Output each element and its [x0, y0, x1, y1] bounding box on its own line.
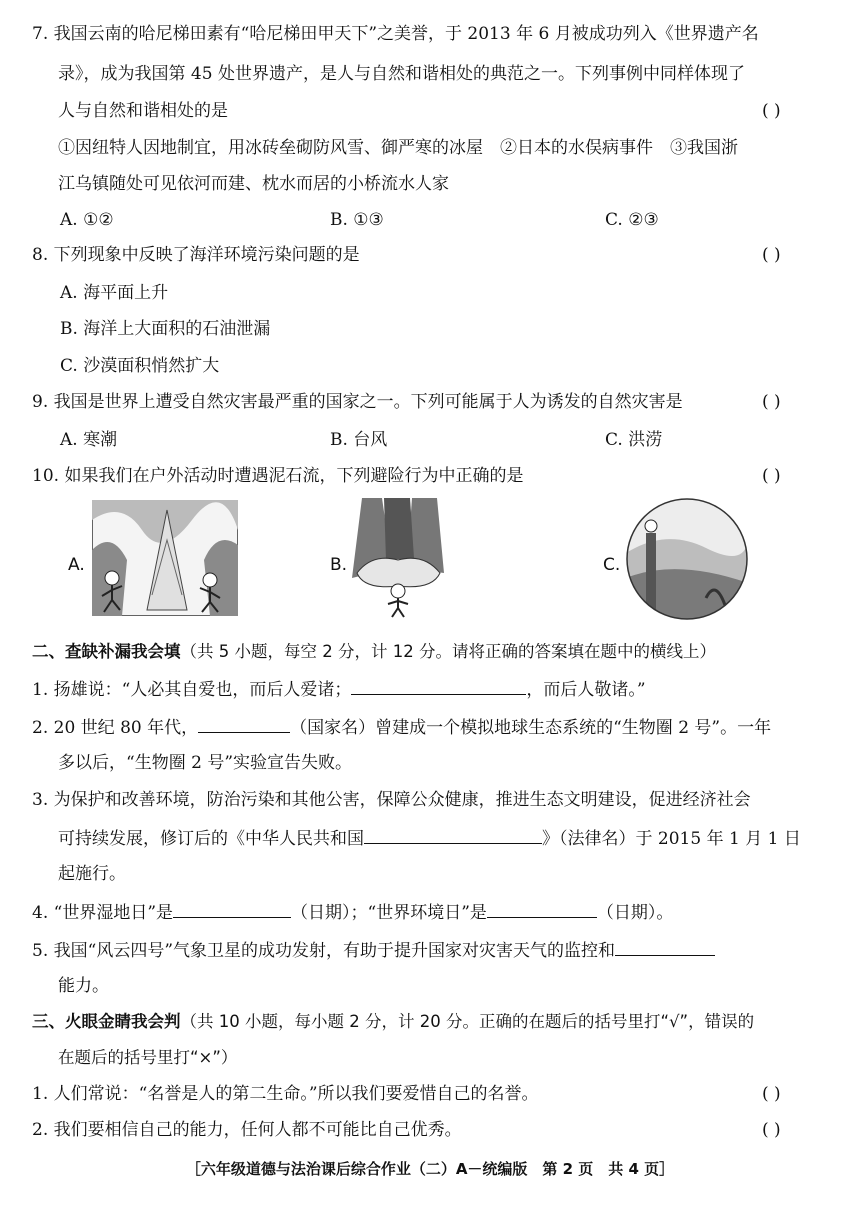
- section2-note: （共 5 小题，每空 2 分，计 12 分。请将正确的答案填在题中的横线上）: [180, 642, 716, 661]
- q10-answer-bracket[interactable]: ( ): [762, 466, 781, 486]
- q8-stem: 8. 下列现象中反映了海洋环境污染问题的是: [32, 245, 360, 265]
- q8-answer-bracket[interactable]: ( ): [762, 245, 781, 265]
- fill-q5-text: 5. 我国“风云四号”气象卫星的成功发射，有助于提升国家对灾害天气的监控和: [32, 941, 616, 961]
- fill-q4-text-2: （日期）；“世界环境日”是: [291, 903, 487, 923]
- fill-q2: [32, 714, 771, 740]
- q7-statements-line2: 江乌镇随处可见依河而建、枕水而居的小桥流水人家: [58, 174, 449, 194]
- q8-option-b: B. 海洋上大面积的石油泄漏: [60, 319, 271, 339]
- q10-option-b-label: B.: [330, 555, 348, 575]
- q9-option-c: C. 洪涝: [605, 430, 663, 450]
- q10-option-b-illustration[interactable]: [352, 498, 444, 618]
- q10-option-c-illustration[interactable]: [626, 498, 748, 620]
- q7-option-b: B. ①③: [330, 210, 384, 230]
- section3-heading: [32, 1010, 754, 1034]
- q10-option-a-label: A.: [68, 555, 85, 575]
- q7-statements-line1: ①因纽特人因地制宜，用冰砖垒砌防风雪、御严寒的冰屋 ②日本的水俣病事件 ③我国浙: [58, 138, 738, 158]
- q10-stem: 10. 如果我们在户外活动时遭遇泥石流，下列避险行为中正确的是: [32, 466, 524, 486]
- q10-option-c-label: C.: [603, 555, 621, 575]
- section3-note-line1: （共 10 小题，每小题 2 分，计 20 分。正确的在题后的括号里打“√”，错误的: [180, 1012, 755, 1031]
- fill-q2-text-before: 2. 20 世纪 80 年代，: [32, 718, 199, 738]
- fill-q3-blank[interactable]: [364, 825, 542, 844]
- section3-title: 三、火眼金睛我会判: [32, 1012, 181, 1031]
- q9-option-b: B. 台风: [330, 430, 388, 450]
- fill-q2-line2: 多以后，“生物圈 2 号”实验宣告失败。: [58, 753, 353, 773]
- judge-q2: 2. 我们要相信自己的能力，任何人都不可能比自己优秀。: [32, 1120, 462, 1140]
- section2-heading: [32, 640, 716, 664]
- fill-q3-line1: 3. 为保护和改善环境，防治污染和其他公害，保障公众健康，推进生态文明建设，促进经济社会: [32, 790, 751, 810]
- fill-q1-text-before: 1. 扬雄说：“人必其自爱也，而后人爱诸；: [32, 680, 352, 700]
- fill-q5: [32, 937, 715, 963]
- fill-q2-text-after: （国家名）曾建成一个模拟地球生态系统的“生物圈 2 号”。一年: [290, 718, 772, 738]
- fill-q4: [32, 899, 673, 925]
- q7-stem-line3: 人与自然和谐相处的是: [58, 101, 228, 121]
- fill-q4-text-3: （日期）。: [596, 903, 674, 923]
- judge-q1-bracket[interactable]: ( ): [762, 1084, 781, 1104]
- fill-q3-text-after: 》（法律名）于 2015 年 1 月 1 日: [542, 829, 801, 849]
- fill-q2-blank[interactable]: [198, 714, 290, 733]
- judge-q2-bracket[interactable]: ( ): [762, 1120, 781, 1140]
- q8-option-a: A. 海平面上升: [60, 283, 169, 303]
- judge-q1: 1. 人们常说：“名誉是人的第二生命。”所以我们要爱惜自己的名誉。: [32, 1084, 539, 1104]
- q9-option-a: A. 寒潮: [60, 430, 118, 450]
- fill-q3-line3: 起施行。: [58, 864, 126, 884]
- fill-q1: [32, 676, 646, 702]
- q9-stem: 9. 我国是世界上遭受自然灾害最严重的国家之一。下列可能属于人为诱发的自然灾害是: [32, 392, 683, 412]
- section3-note-line2: 在题后的括号里打“×”）: [58, 1048, 238, 1067]
- q9-answer-bracket[interactable]: ( ): [762, 392, 781, 412]
- fill-q3-line2: [58, 825, 801, 851]
- fill-q1-blank[interactable]: [351, 676, 526, 695]
- q7-option-c: C. ②③: [605, 210, 659, 230]
- q7-stem-line2: 录》，成为我国第 45 处世界遗产，是人与自然和谐相处的典范之一。下列事例中同样体现了: [58, 64, 745, 84]
- fill-q4-blank-1[interactable]: [173, 899, 291, 918]
- q10-option-a-illustration[interactable]: [92, 500, 238, 616]
- fill-q3-text-before: 可持续发展，修订后的《中华人民共和国: [58, 829, 364, 849]
- fill-q5-line2: 能力。: [58, 976, 109, 996]
- page-footer: ［六年级道德与法治课后综合作业（二）A－统编版 第 2 页 共 4 页］: [185, 1160, 675, 1178]
- fill-q5-blank[interactable]: [615, 937, 715, 956]
- q8-option-c: C. 沙漠面积悄然扩大: [60, 356, 220, 376]
- q7-answer-bracket[interactable]: ( ): [762, 101, 781, 121]
- fill-q1-text-after: ，而后人敬诸。”: [526, 680, 646, 700]
- section2-title: 二、查缺补漏我会填: [32, 642, 181, 661]
- fill-q4-text-1: 4. “世界湿地日”是: [32, 903, 174, 923]
- fill-q4-blank-2[interactable]: [487, 899, 597, 918]
- q7-stem-line1: 7. 我国云南的哈尼梯田素有“哈尼梯田甲天下”之美誉，于 2013 年 6 月被成功列入《世界遗产名: [32, 24, 759, 44]
- q7-option-a: A. ①②: [60, 210, 114, 230]
